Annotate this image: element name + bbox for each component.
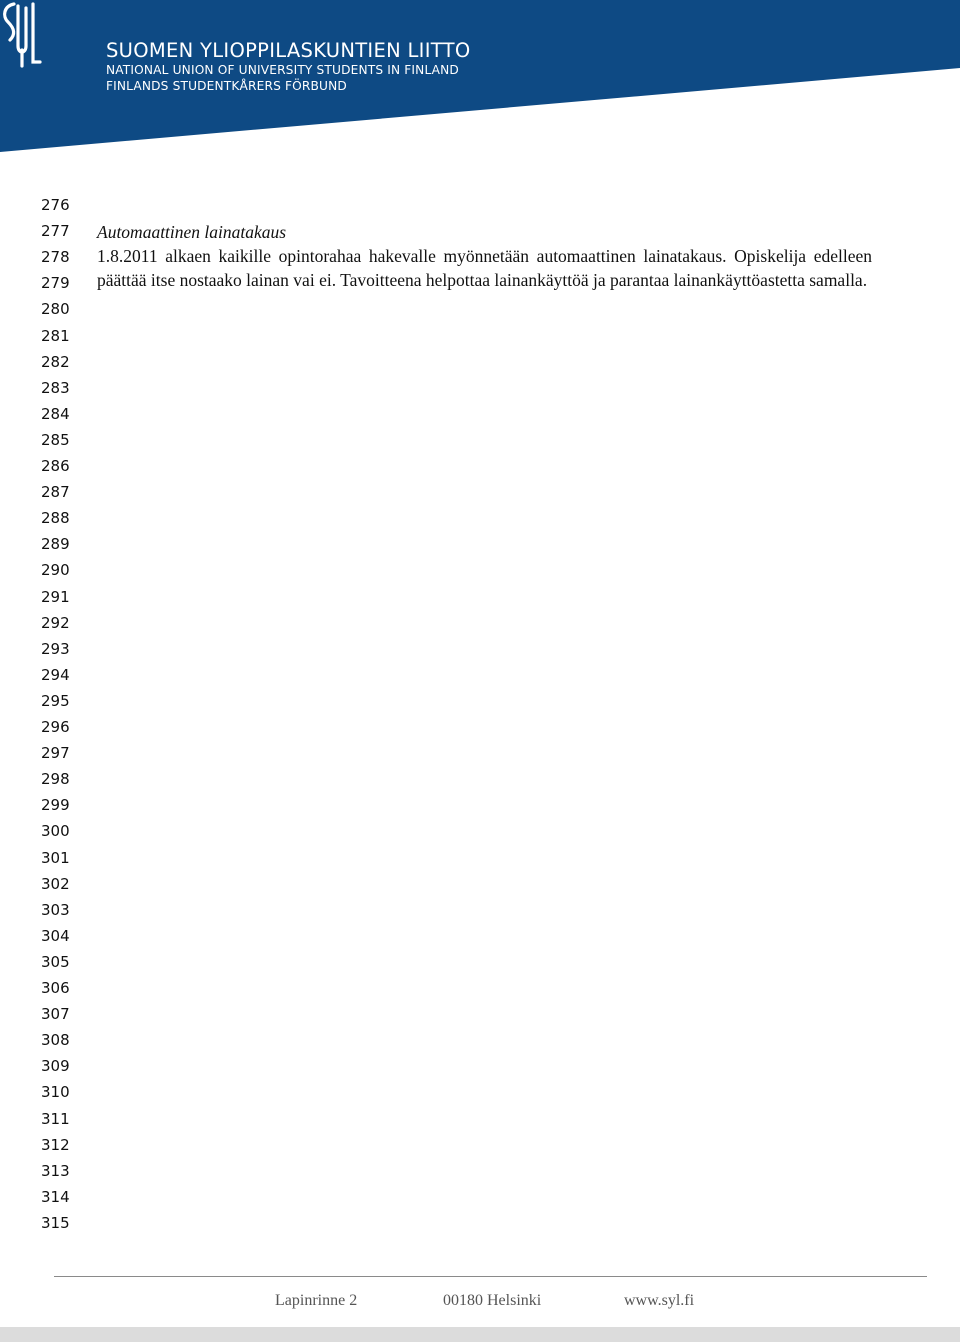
- footer-postal: 00180 Helsinki: [443, 1292, 542, 1309]
- line-number: 302: [41, 874, 70, 893]
- line-number: 303: [41, 900, 70, 919]
- line-number: 309: [41, 1057, 70, 1076]
- line-number: 300: [41, 822, 70, 841]
- line-number: 279: [41, 274, 70, 293]
- line-number: 278: [41, 248, 70, 267]
- line-number: 287: [41, 483, 70, 502]
- paragraph-line: edelleen päättää itse nostaako lainan vai ei. Tavoitteena helpottaa lainankäyttöä ja parantaa: [97, 246, 872, 291]
- line-number: 305: [41, 952, 70, 971]
- footer-website[interactable]: www.syl.fi: [624, 1292, 695, 1309]
- line-number: 306: [41, 979, 70, 997]
- line-number: 282: [41, 352, 70, 371]
- org-name-english: NATIONAL UNION OF UNIVERSITY STUDENTS IN FINLAND: [106, 63, 459, 77]
- organization-name-block: [106, 40, 471, 94]
- paragraph-line: 1.8.2011 alkaen kaikille opintorahaa hakevalle myönnetään automaattinen lainatakaus. Opiskelija: [97, 246, 807, 266]
- line-number: 298: [41, 770, 70, 789]
- org-name-swedish: FINLANDS STUDENTKÅRERS FÖRBUND: [106, 79, 347, 93]
- line-number: 281: [41, 326, 70, 345]
- body-paragraph: [97, 244, 872, 293]
- line-number: 293: [41, 639, 70, 658]
- section-heading: Automaattinen lainatakaus: [97, 222, 287, 242]
- footer-address: Lapinrinne 2: [275, 1292, 358, 1309]
- line-number: 292: [41, 613, 70, 632]
- line-number: 276: [41, 196, 70, 214]
- line-number: 312: [41, 1135, 70, 1154]
- line-number: 288: [41, 509, 70, 528]
- footer: [0, 1292, 960, 1314]
- line-number: 315: [41, 1213, 70, 1232]
- line-number: 291: [41, 587, 70, 606]
- line-number: 297: [41, 744, 70, 763]
- line-number: 286: [41, 457, 70, 475]
- line-number: 285: [41, 430, 70, 449]
- line-number: 313: [41, 1161, 70, 1180]
- line-number: 308: [41, 1031, 70, 1050]
- line-number: 304: [41, 926, 70, 945]
- footer-divider: [54, 1276, 927, 1277]
- line-number: 290: [41, 561, 70, 580]
- line-number: 307: [41, 1005, 70, 1024]
- line-number: 289: [41, 535, 70, 554]
- line-number: 310: [41, 1083, 70, 1102]
- line-number: 299: [41, 796, 70, 815]
- line-number: 283: [41, 378, 70, 397]
- org-name-finnish: SUOMEN YLIOPPILASKUNTIEN LIITTO: [106, 39, 471, 62]
- document-body: [97, 220, 872, 293]
- line-number: 314: [41, 1187, 70, 1206]
- paragraph-line: lainankäyttöastetta samalla.: [673, 270, 868, 291]
- header-banner: [0, 0, 960, 160]
- footer-bar: [0, 1327, 960, 1342]
- line-number: 294: [41, 665, 70, 684]
- line-number: 280: [41, 300, 70, 319]
- line-number: 296: [41, 718, 70, 736]
- syl-logo-icon: [0, 0, 42, 70]
- line-number: 277: [41, 222, 70, 241]
- line-number: 284: [41, 404, 70, 423]
- line-number: 295: [41, 691, 70, 710]
- line-number: 301: [41, 848, 70, 867]
- line-number: 311: [41, 1109, 70, 1128]
